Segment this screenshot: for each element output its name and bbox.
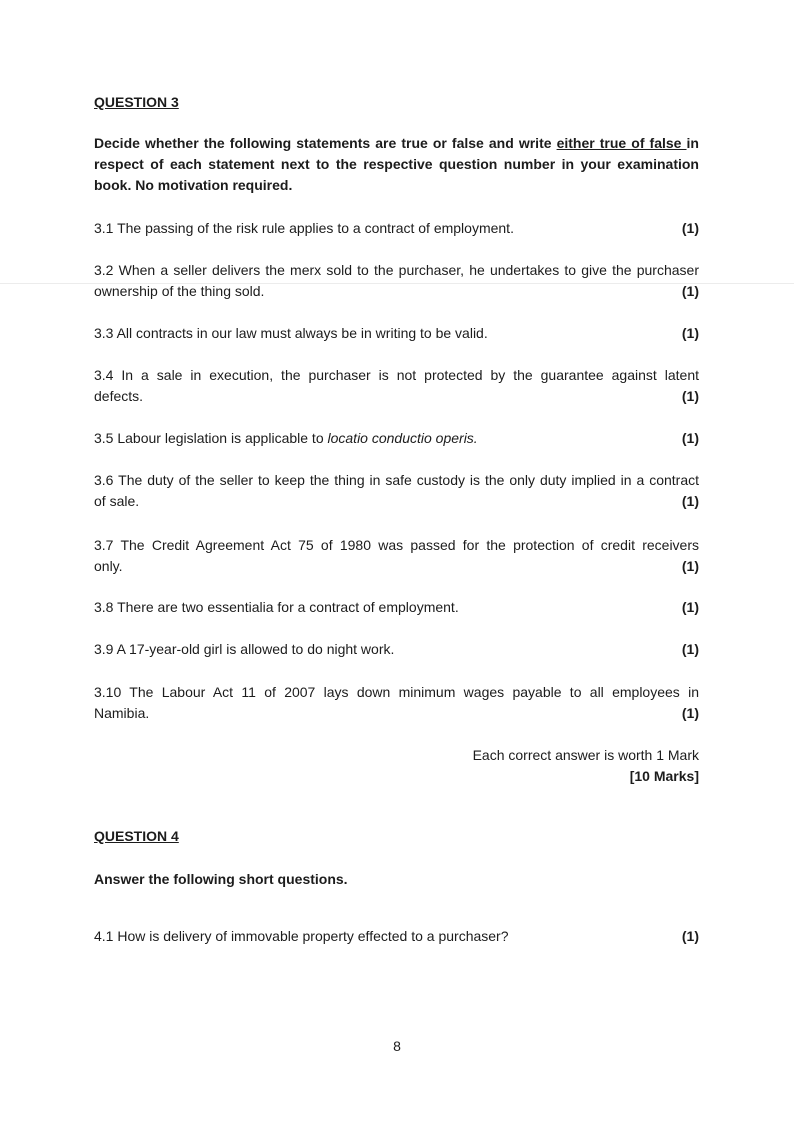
- item-text: 3.6 The duty of the seller to keep the thing in safe custody is the only duty implied in a contract: [94, 472, 699, 488]
- question-item-3-6: [94, 470, 699, 512]
- item-mark: (1): [681, 388, 699, 404]
- instruction-text-b: in respect of each statement next to the respective question number in your examination book. No motivation required.: [94, 135, 699, 193]
- question-item-4-1: [94, 926, 699, 947]
- item-mark: (1): [681, 928, 699, 944]
- marks-summary: [94, 745, 699, 787]
- instruction-underlined: either true of false: [556, 135, 687, 151]
- item-text-italic: locatio conductio operis.: [327, 430, 478, 446]
- question-item-3-8: [94, 597, 699, 618]
- item-text: 3.1 The passing of the risk rule applies to a contract of employment.: [94, 220, 514, 236]
- item-text: 3.9 A 17-year-old girl is allowed to do night work.: [94, 641, 395, 657]
- item-text: 3.7 The Credit Agreement Act 75 of 1980 was passed for the protection of credit receivers: [94, 537, 699, 553]
- question-item-3-2: [94, 260, 699, 302]
- item-text-cont: of sale.: [94, 493, 140, 509]
- item-mark: (1): [681, 283, 699, 299]
- exam-page: [94, 0, 699, 1122]
- item-mark: (1): [681, 641, 699, 657]
- item-mark: (1): [681, 430, 699, 446]
- item-text: 4.1 How is delivery of immovable property effected to a purchaser?: [94, 928, 509, 944]
- question-item-3-3: [94, 323, 699, 344]
- item-mark: (1): [681, 558, 699, 574]
- item-text: [94, 428, 478, 449]
- question-4-instruction: Answer the following short questions.: [94, 871, 348, 887]
- item-mark: (1): [681, 705, 699, 721]
- item-text: 3.3 All contracts in our law must always be in writing to be valid.: [94, 325, 488, 341]
- question-4-heading: QUESTION 4: [94, 828, 179, 844]
- instruction-text-a: Decide whether the following statements are true or false and write: [94, 135, 557, 151]
- item-text: 3.8 There are two essentialia for a contract of employment.: [94, 599, 459, 615]
- item-mark: (1): [681, 599, 699, 615]
- marks-total: [10 Marks]: [629, 768, 699, 784]
- item-mark: (1): [681, 220, 699, 236]
- item-mark: (1): [681, 493, 699, 509]
- item-text-cont: ownership of the thing sold.: [94, 283, 265, 299]
- item-text-cont: defects.: [94, 388, 144, 404]
- item-text-cont: Namibia.: [94, 705, 150, 721]
- marks-note: Each correct answer is worth 1 Mark: [472, 747, 699, 763]
- item-text: 3.10 The Labour Act 11 of 2007 lays down minimum wages payable to all employees in: [94, 684, 699, 700]
- question-item-3-5: [94, 428, 699, 449]
- question-item-3-9: [94, 639, 699, 660]
- page-number: 8: [393, 1038, 401, 1054]
- question-3-instruction: [94, 133, 699, 196]
- question-item-3-7: [94, 535, 699, 577]
- question-3-heading: QUESTION 3: [94, 94, 179, 110]
- question-item-3-10: [94, 682, 699, 724]
- question-item-3-1: [94, 218, 699, 239]
- item-text: 3.4 In a sale in execution, the purchaser is not protected by the guarantee against latent: [94, 367, 699, 383]
- item-text: 3.2 When a seller delivers the merx sold to the purchaser, he undertakes to give the purchaser: [94, 262, 699, 278]
- item-mark: (1): [681, 325, 699, 341]
- item-text-plain: 3.5 Labour legislation is applicable to: [94, 430, 328, 446]
- question-item-3-4: [94, 365, 699, 407]
- item-text-cont: only.: [94, 558, 123, 574]
